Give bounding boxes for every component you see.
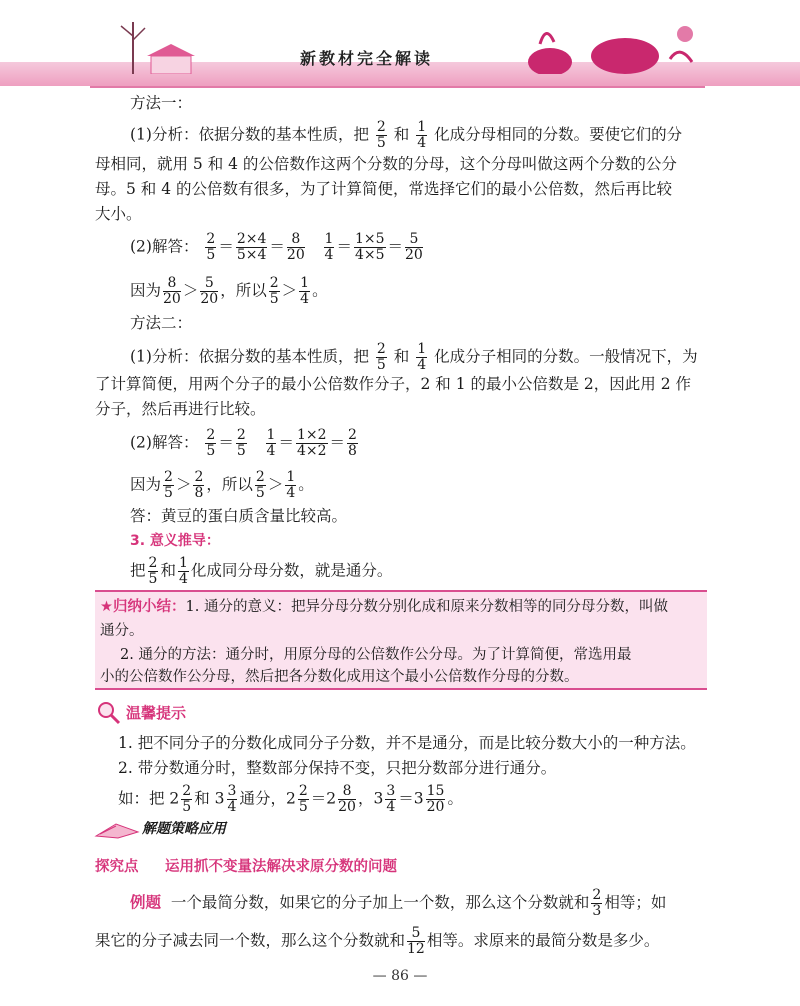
example-label: 例题 bbox=[130, 893, 162, 912]
meaning-heading: 3. 意义推导： bbox=[130, 533, 220, 549]
page-number: — 86 — bbox=[372, 968, 428, 984]
strategy-heading: 解题策略应用 bbox=[142, 821, 226, 837]
method1-compare: 因为 $\frac{8}{20}$ ＞ $\frac{5}{20}$ ，所以 $\frac{2}{5}$ ＞ $\frac{1}{4}$ 。 bbox=[130, 275, 328, 307]
example-line1: 例题 一个最简分数，如果它的分子加上一个数，那么这个分数就和 $\frac{2}{3}$ 相等；如 bbox=[130, 887, 667, 919]
fraction: $\frac{1}{4}$ bbox=[417, 119, 427, 151]
method2-solution: (2)解答： $\frac{2}{5}$ ＝ $\frac{2}{5}$ $\frac{1}{4}$ ＝ $\frac{1\times 2}{4\times 2}$ ＝ $\frac{2}{8}$ bbox=[130, 427, 357, 459]
method2-analysis-line1: (1)分析：依据分数的基本性质，把 $\frac{2}{5}$ 和 $\frac{1}{4}$ 化成分子相同的分数。一般情况下，为 bbox=[130, 341, 698, 373]
tips-item1: 1. 把不同分子的分数化成同分子分数，并不是通分，而是比较分数大小的一种方法。 bbox=[118, 734, 696, 752]
house-tree-icon bbox=[105, 14, 195, 74]
tips-item2: 2. 带分数通分时，整数部分保持不变，只把分数部分进行通分。 bbox=[118, 759, 557, 777]
method2-analysis-line3: 分子，然后再进行比较。 bbox=[95, 400, 266, 418]
tips-example: 如：把 2 $\frac{2}{5}$ 和 3 $\frac{3}{4}$ 通分，2 $\frac{2}{5}$ ＝2 $\frac{8}{20}$ ，3 $\frac{3}{4}$ ＝3 $\frac{15}{20}$ 。 bbox=[118, 783, 463, 815]
method2-answer: 答：黄豆的蛋白质含量比较高。 bbox=[130, 507, 348, 525]
summary-line3: 2. 通分的方法：通分时，用原分母的公倍数作公分母。为了计算简便，常选用最 bbox=[120, 647, 632, 663]
magnifier-icon bbox=[96, 700, 122, 726]
method1-title: 方法一： bbox=[130, 94, 193, 112]
fraction: $\frac{2}{5}$ bbox=[376, 119, 386, 151]
method1-solution: (2)解答： $\frac{2}{5}$ ＝ $\frac{2\times 4}{5\times 4}$ ＝ $\frac{8}{20}$ $\frac{1}{4}$ ＝ $\frac{1\times 5}{4\times 5}$ ＝ $\frac{5}{20}$ bbox=[130, 231, 423, 263]
summary-label: ★归纳小结： bbox=[100, 599, 186, 615]
method2-title: 方法二： bbox=[130, 314, 193, 332]
method2-analysis-line2: 了计算简便，用两个分子的最小公倍数作分子，2 和 1 的最小公倍数是 2，因此用 2 作 bbox=[95, 375, 692, 393]
meaning-text: 把 $\frac{2}{5}$ 和 $\frac{1}{4}$ 化成同分母分数，就是通分。 bbox=[130, 555, 393, 587]
method1-analysis-line1: (1)分析：依据分数的基本性质，把 $\frac{2}{5}$ 和 $\frac{1}{4}$ 化成分母相同的分数。要使它们的分 bbox=[130, 119, 683, 151]
method1-analysis-line4: 大小。 bbox=[95, 205, 142, 223]
example-line2: 果它的分子减去同一个数，那么这个分数就和 $\frac{5}{12}$ 相等。求原来的最简分数是多少。 bbox=[95, 925, 660, 957]
summary-line2: 通分。 bbox=[100, 623, 144, 639]
method2-compare: 因为 $\frac{2}{5}$ ＞ $\frac{2}{8}$ ，所以 $\frac{2}{5}$ ＞ $\frac{1}{4}$ 。 bbox=[130, 469, 314, 501]
method1-analysis-line2: 母相同，就用 5 和 4 的公倍数作这两个分数的分母，这个分母叫做这两个分数的公分 bbox=[95, 155, 677, 173]
summary-line1: ★归纳小结：1. 通分的意义：把异分母分数分别化成和原来分数相等的同分母分数，叫做 bbox=[100, 599, 668, 615]
summary-line4: 小的公倍数作公分母，然后把各分数化成用这个最小公倍数作分母的分数。 bbox=[100, 669, 579, 685]
flower-decoration-icon bbox=[520, 14, 700, 74]
explore-label: 探究点 bbox=[95, 859, 139, 875]
method1-analysis-line3: 母。5 和 4 的公倍数有很多，为了计算简便，常选择它们的最小公倍数，然后再比较 bbox=[95, 180, 673, 198]
header-rule bbox=[90, 86, 705, 88]
book-icon bbox=[94, 818, 140, 840]
page-header-title: 新教材完全解读 bbox=[300, 49, 434, 68]
explore-title: 运用抓不变量法解决求原分数的问题 bbox=[165, 859, 397, 875]
tips-heading: 温馨提示 bbox=[126, 704, 187, 722]
